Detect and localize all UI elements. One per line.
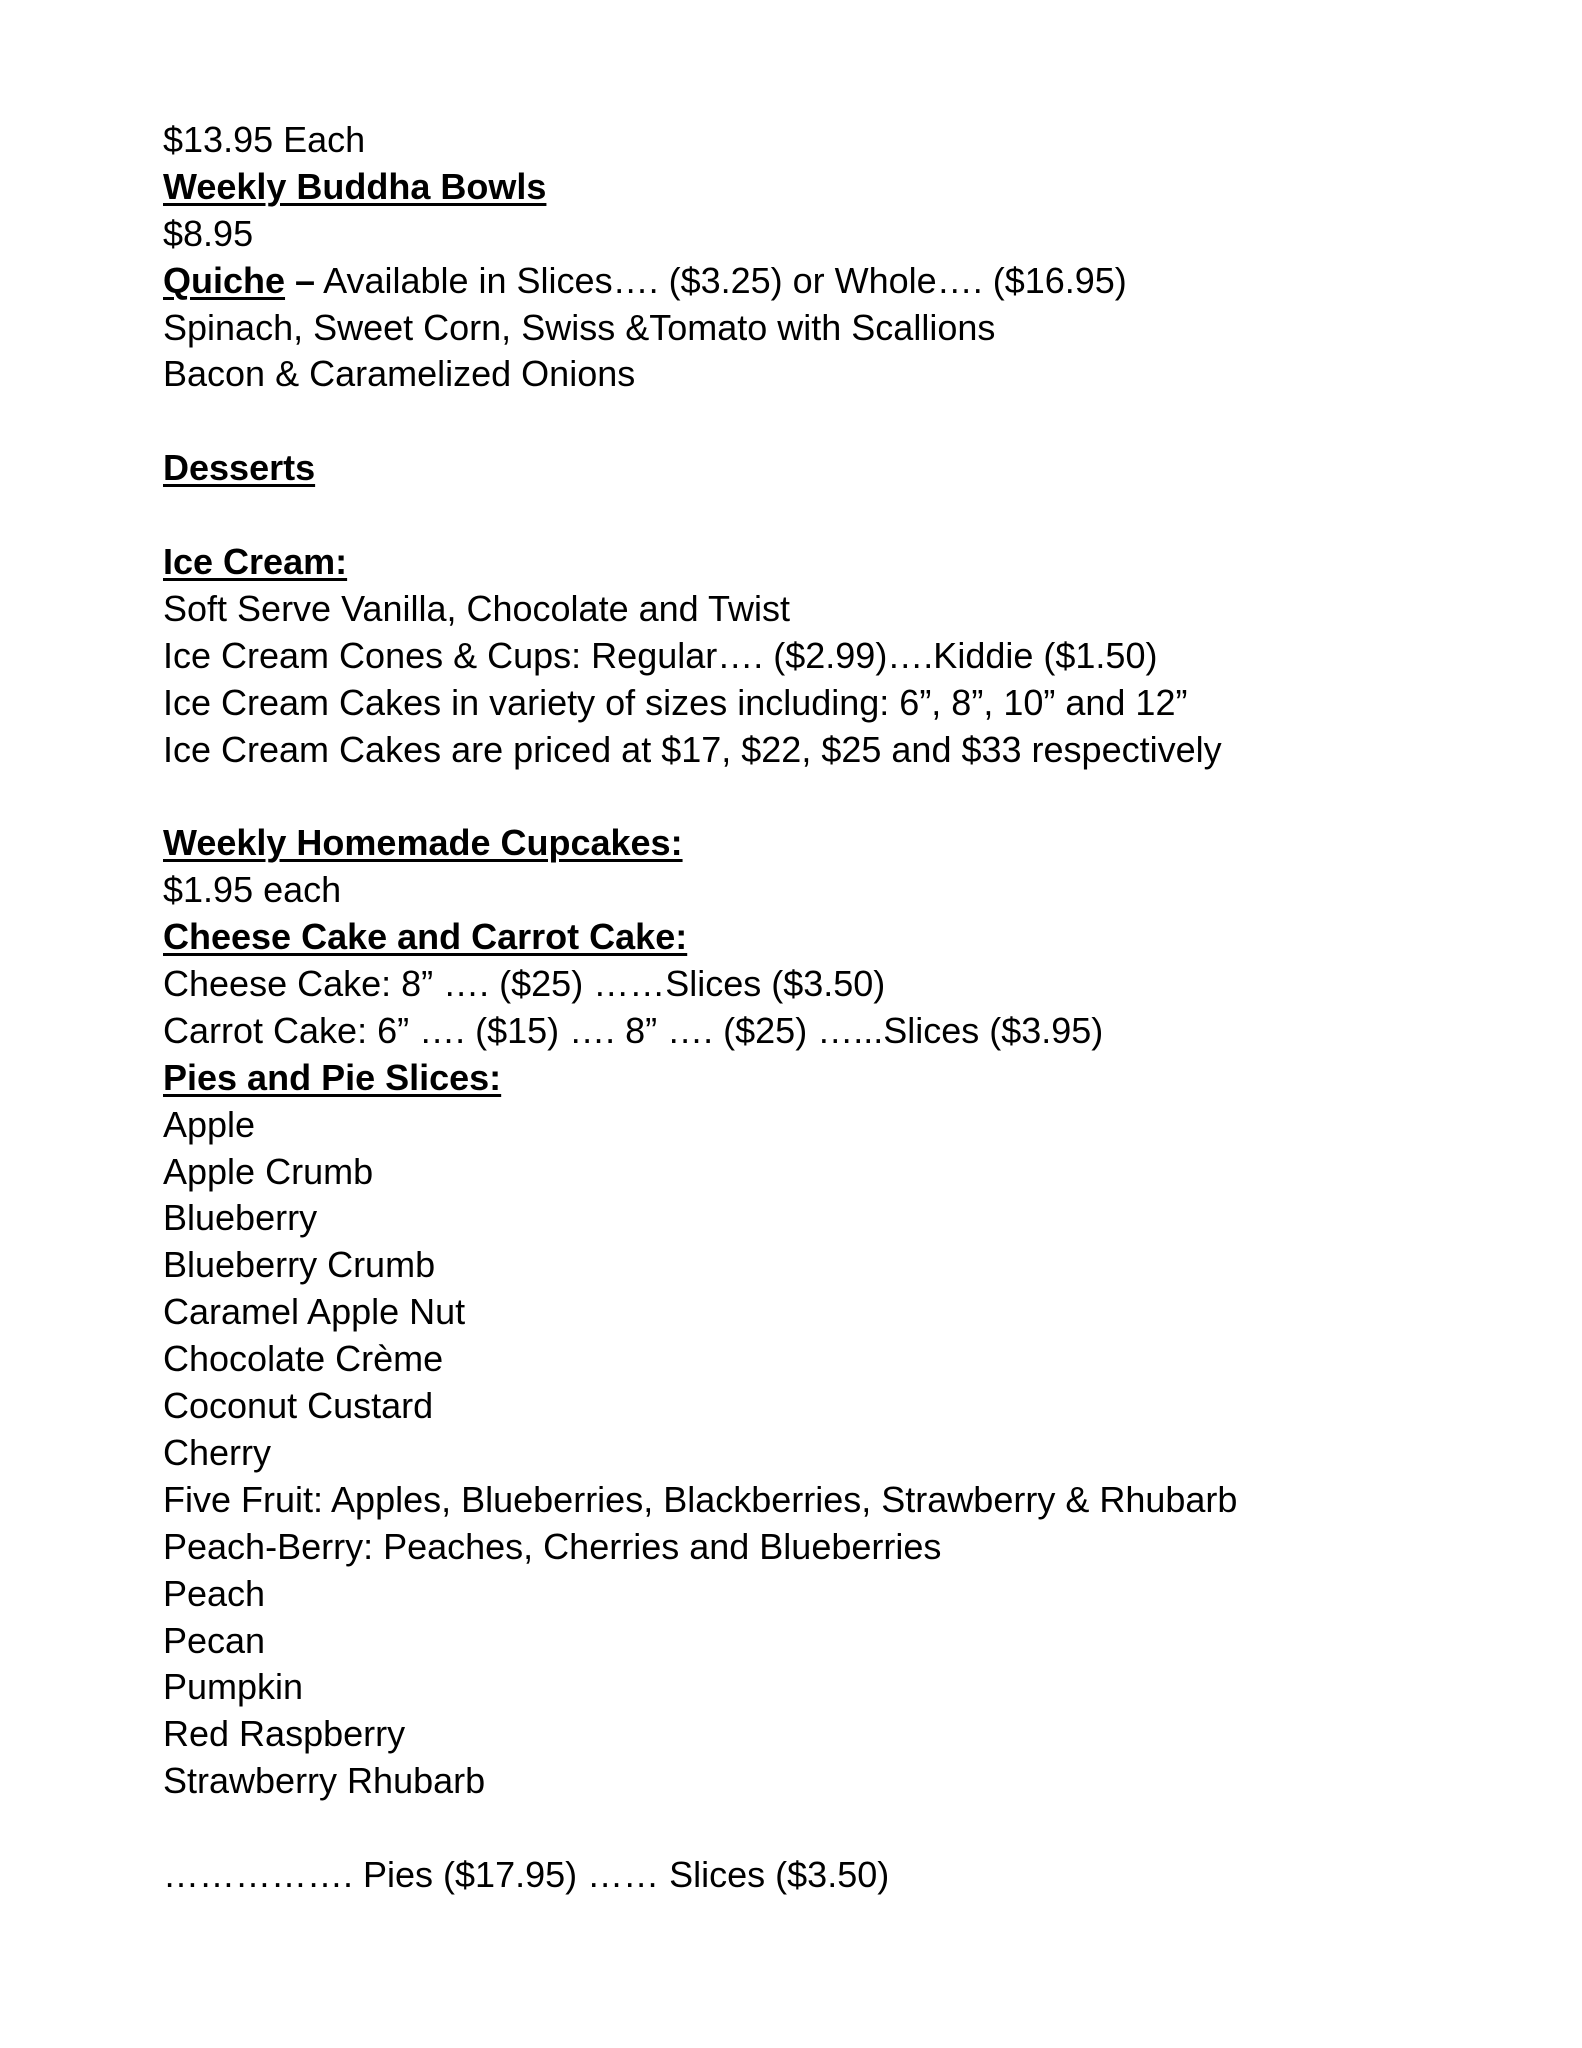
- line-text: Red Raspberry: [163, 1713, 406, 1755]
- line-text: Carrot Cake: 6” …. ($15) …. 8” …. ($25) …...Slices ($3.95): [163, 1009, 1104, 1051]
- line-text: Caramel Apple Nut: [163, 1291, 466, 1333]
- heading-text: –: [285, 259, 316, 301]
- line-text: Blueberry Crumb: [163, 1244, 436, 1286]
- heading-text: Quiche: [163, 259, 286, 301]
- section-heading: [163, 164, 1237, 211]
- blank-line: [163, 492, 1237, 539]
- line-text: Ice Cream Cones & Cups: Regular…. ($2.99)….Kiddie ($1.50): [163, 634, 1158, 676]
- heading-text: Cheese Cake and Carrot Cake:: [163, 916, 688, 958]
- line-text: Ice Cream Cakes in variety of sizes including: 6”, 8”, 10” and 12”: [163, 681, 1188, 723]
- menu-line: [163, 633, 1237, 680]
- line-text: Coconut Custard: [163, 1385, 434, 1427]
- menu-line: [163, 1618, 1237, 1665]
- menu-line: [163, 1383, 1237, 1430]
- line-text: $8.95: [163, 212, 254, 254]
- line-text: Pecan: [163, 1619, 266, 1661]
- menu-line: [163, 1477, 1237, 1524]
- line-text: Peach: [163, 1572, 266, 1614]
- section-heading: [163, 539, 1237, 586]
- line-text: Apple: [163, 1103, 256, 1145]
- heading-text: Weekly Homemade Cupcakes:: [163, 822, 683, 864]
- heading-text: Pies and Pie Slices:: [163, 1056, 502, 1098]
- menu-line: [163, 117, 1237, 164]
- menu-line: [163, 305, 1237, 352]
- menu-line: [163, 351, 1237, 398]
- menu-line: [163, 1758, 1237, 1805]
- line-text: $1.95 each: [163, 869, 342, 911]
- line-text: Ice Cream Cakes are priced at $17, $22, $25 and $33 respectively: [163, 728, 1222, 770]
- blank-line: [163, 773, 1237, 820]
- line-text: Soft Serve Vanilla, Chocolate and Twist: [163, 587, 791, 629]
- line-text: Strawberry Rhubarb: [163, 1760, 486, 1802]
- heading-text: Weekly Buddha Bowls: [163, 165, 547, 207]
- menu-line: [163, 211, 1237, 258]
- menu-line: [163, 1242, 1237, 1289]
- menu-line: [163, 1852, 1237, 1899]
- line-text: Blueberry: [163, 1197, 318, 1239]
- section-heading: [163, 258, 1237, 305]
- menu-line: [163, 727, 1237, 774]
- line-text: Spinach, Sweet Corn, Swiss &Tomato with Scallions: [163, 306, 996, 348]
- section-heading: [163, 445, 1237, 492]
- menu-line: [163, 680, 1237, 727]
- line-text: Cheese Cake: 8” …. ($25) ……Slices ($3.50): [163, 963, 886, 1005]
- section-heading: [163, 1055, 1237, 1102]
- menu-line: [163, 586, 1237, 633]
- line-text: Pumpkin: [163, 1666, 304, 1708]
- menu-line: [163, 1008, 1237, 1055]
- line-text: Chocolate Crème: [163, 1338, 444, 1380]
- line-text: Available in Slices…. ($3.25) or Whole…. ($16.95): [315, 259, 1127, 301]
- line-text: Cherry: [163, 1431, 272, 1473]
- menu-document: [163, 117, 1237, 1899]
- line-text: $13.95 Each: [163, 119, 366, 160]
- menu-line: [163, 1102, 1237, 1149]
- menu-line: [163, 1524, 1237, 1571]
- menu-line: [163, 961, 1237, 1008]
- menu-line: [163, 1664, 1237, 1711]
- blank-line: [163, 398, 1237, 445]
- menu-line: [163, 1430, 1237, 1477]
- menu-line: [163, 1571, 1237, 1618]
- menu-line: [163, 867, 1237, 914]
- line-text: Bacon & Caramelized Onions: [163, 353, 636, 395]
- line-text: ……………. Pies ($17.95) …… Slices ($3.50): [163, 1853, 890, 1895]
- menu-line: [163, 1195, 1237, 1242]
- line-text: Apple Crumb: [163, 1150, 374, 1192]
- menu-line: [163, 1711, 1237, 1758]
- heading-text: Ice Cream:: [163, 541, 348, 583]
- menu-line: [163, 1149, 1237, 1196]
- line-text: Peach-Berry: Peaches, Cherries and Blueberries: [163, 1525, 942, 1567]
- section-heading: [163, 820, 1237, 867]
- menu-line: [163, 1289, 1237, 1336]
- menu-line: [163, 1336, 1237, 1383]
- heading-text: Desserts: [163, 447, 316, 489]
- line-text: Five Fruit: Apples, Blueberries, Blackberries, Strawberry & Rhubarb: [163, 1478, 1238, 1520]
- section-heading: [163, 914, 1237, 961]
- blank-line: [163, 1805, 1237, 1852]
